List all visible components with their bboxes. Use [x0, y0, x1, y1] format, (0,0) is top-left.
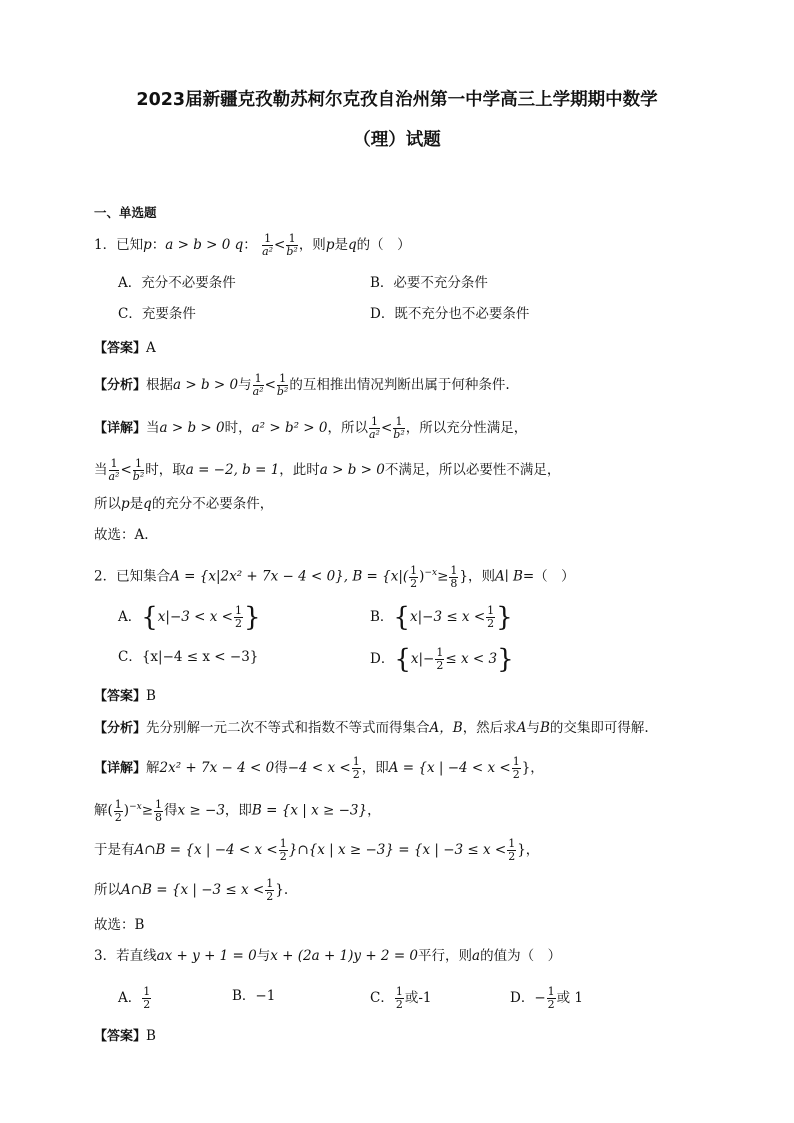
q2-detail3-b: A∩B = {x | −4 < x < [134, 842, 278, 858]
q2-option-a-lbrace: { [141, 602, 158, 633]
q1-stem [94, 233, 411, 258]
q2-stem-half-den: 2 [410, 576, 418, 590]
q2-detail1-half-1-num: 1 [352, 755, 360, 768]
q2-detail3-half-2-den: 2 [508, 850, 516, 863]
q1-lt: < [274, 237, 286, 253]
q1-option-b: B．必要不充分条件 [370, 275, 488, 291]
q1-answer [94, 338, 156, 359]
q3-answer [94, 1026, 156, 1047]
q3-option-c-tail: 或-1 [404, 990, 432, 1006]
q2-stem-half-num: 1 [410, 563, 418, 577]
q2-option-b-half [486, 605, 495, 630]
q2-detail-line-2 [94, 797, 381, 824]
q2-detail2-d: ≥ [141, 802, 153, 819]
q1-detail3-a: 所以 [94, 496, 121, 512]
q2-option-b-lbrace: { [393, 602, 410, 633]
q2-detail2-eighth-den: 8 [155, 810, 162, 824]
q1-detail2-e: a > b > 0 [319, 462, 385, 478]
q2-detail1-d: −4 < x < [287, 760, 351, 776]
q2-detail-line-4 [94, 878, 288, 903]
q2-detail1-g: }， [521, 760, 544, 776]
q1-frac1-den: a² [262, 245, 274, 258]
q3-option-a [118, 986, 152, 1011]
q2-detail-line-1 [94, 756, 544, 781]
q2-option-c: C．{x|−4 ≤ x < −3} [118, 649, 259, 665]
q2-stem-ge: ≥ [437, 568, 449, 585]
q2-stem-intersection: A∣ B [494, 568, 523, 585]
q1-analysis-frac1-num: 1 [254, 372, 262, 385]
q2-option-b-label: B． [370, 609, 394, 625]
q2-detail1-half-1-den: 2 [352, 768, 360, 781]
q3-option-d-half-num: 1 [547, 985, 555, 998]
q2-detail2-e: 得 [164, 802, 178, 819]
q2-detail-line-3 [94, 838, 539, 863]
q1-fraction-2 [286, 233, 297, 258]
q2-option-d-body-a: x|− [410, 651, 435, 667]
q1-answer-tag: 【答案】 [94, 341, 147, 356]
q1-colon: ： [151, 237, 166, 253]
q3-answer-value: B [146, 1028, 156, 1044]
q3-option-d-tail: 或 1 [556, 990, 584, 1006]
q1-detail2-frac2 [133, 458, 144, 483]
q2-detail2-half-num: 1 [114, 797, 122, 811]
q1-detail1-e: ，所以 [327, 420, 368, 436]
q2-option-b [370, 602, 513, 633]
q2-detail2-a: 解 [94, 802, 108, 819]
q1-detail1-b: a > b > 0 [159, 420, 225, 436]
q1-analysis-tag: 【分析】 [94, 378, 147, 393]
q3-line-1: ax + y + 1 = 0 [156, 948, 257, 964]
q1-detail2-d: ，此时 [279, 462, 320, 478]
q2-stem [94, 563, 575, 590]
q3-option-a-half-den: 2 [143, 998, 151, 1011]
q3-option-c-label: C． [370, 990, 394, 1006]
q2-detail1-c: 得 [274, 760, 288, 776]
document-title-line-2: （理）试题 [353, 130, 441, 150]
q3-stem [94, 946, 561, 966]
q2-analysis-then: ，然后求 [462, 720, 517, 736]
q2-option-a-half [234, 605, 243, 630]
q1-detail2-b: 时，取 [145, 462, 186, 478]
q2-stem-close: } [459, 568, 468, 585]
q2-detail1-e: ，即 [361, 760, 389, 776]
q2-option-b-half-den: 2 [487, 617, 495, 630]
q3-option-d-half [547, 986, 556, 1011]
q1-var-q: q [234, 237, 244, 253]
q2-analysis-b: B [539, 720, 550, 736]
q2-answer-tag: 【答案】 [94, 689, 147, 704]
q2-detail4-b: A∩B = {x | −3 ≤ x < [121, 882, 265, 898]
q1-analysis-frac2-den: b² [276, 385, 289, 398]
q1-colon-2: ： [243, 237, 257, 253]
q2-option-a-half-num: 1 [234, 604, 242, 617]
q2-option-d-half [435, 647, 444, 672]
q1-detail3-c: 是 [129, 496, 144, 512]
q2-stem-end: =（ ） [522, 568, 575, 585]
q1-detail1-frac1 [369, 416, 380, 441]
q1-analysis-text: 根据 [146, 377, 174, 393]
q1-frac2-den: b² [286, 245, 298, 258]
q2-analysis [94, 718, 649, 739]
q1-detail2-frac2-num: 1 [133, 458, 144, 471]
q2-detail2-h: B = {x | x ≥ −3} [251, 802, 368, 819]
q2-detail3-half-1-num: 1 [279, 837, 287, 850]
q3-option-c [370, 986, 432, 1011]
q1-var-p-2: p [325, 237, 335, 253]
q1-conclusion: 故选：A. [94, 527, 149, 543]
q2-stem-pow: ) [419, 568, 425, 585]
q3-option-a-half-num: 1 [143, 985, 151, 998]
q1-var-q-2: q [347, 237, 357, 253]
q1-detail1-lt: < [380, 420, 393, 436]
q2-detail2-exp: −x [129, 802, 142, 812]
q2-conclusion: 故选：B [94, 917, 145, 933]
q1-answer-value: A [146, 340, 156, 356]
q1-stem-is: 是 [334, 237, 348, 253]
q3-option-d [510, 986, 583, 1011]
q1-fraction-1 [262, 233, 273, 258]
q1-analysis-cond: a > b > 0 [173, 377, 239, 393]
q2-set-def: A = {x|2x² + 7x − 4 < 0}, B = {x|( [170, 568, 409, 585]
q2-detail2-f: x ≥ −3 [177, 802, 225, 819]
q3-line-2: x + (2a + 1)y + 2 = 0 [270, 948, 419, 964]
q1-detail1-frac2-den: b² [393, 428, 405, 441]
q3-option-c-half [395, 986, 404, 1011]
q3-option-b: B．−1 [232, 988, 276, 1004]
q2-detail4-c: }. [275, 882, 289, 898]
q3-var-a: a [472, 948, 481, 964]
q1-detail2-f: 不满足，所以必要性不满足， [384, 462, 561, 478]
q2-detail1-half-2-num: 1 [512, 755, 520, 768]
q2-detail3-half-1 [279, 838, 288, 863]
q2-stem-eighth [449, 565, 458, 590]
q2-option-a-body: x|−3 < x < [157, 609, 233, 625]
q2-option-d-lbrace: { [394, 644, 411, 675]
q1-analysis-frac2 [277, 373, 288, 398]
q1-frac2-num: 1 [286, 233, 297, 246]
q1-detail2-c: a = −2, b = 1 [185, 462, 280, 478]
q2-detail3-c: }∩{x | x ≥ −3} = {x | −3 ≤ x < [288, 842, 507, 858]
q3-option-d-label: D．− [510, 990, 546, 1006]
q2-option-d-label: D． [370, 651, 395, 667]
q2-option-d-rbrace: } [497, 644, 514, 675]
q1-detail2-frac1-num: 1 [110, 457, 118, 470]
q1-analysis-rest: 的互相推出情况判断出属于何种条件. [289, 377, 510, 393]
q2-option-d-half-num: 1 [436, 646, 444, 659]
q3-stem-and: 与 [256, 948, 271, 964]
q1-detail1-frac2-num: 1 [393, 416, 404, 429]
q2-detail3-d: }， [517, 842, 540, 858]
q2-detail1-f: A = {x | −4 < x < [388, 760, 511, 776]
q1-detail1-frac2 [393, 416, 404, 441]
section-heading: 一、单选题 [94, 205, 157, 220]
q1-detail2-frac1 [109, 458, 120, 483]
q1-detail1-frac1-den: a² [369, 428, 380, 441]
q1-detail3-e: 的充分不必要条件， [151, 496, 274, 512]
q2-detail1-half-2-den: 2 [512, 768, 520, 781]
q2-detail2-eighth [154, 799, 163, 824]
q1-var-p: p [143, 237, 152, 253]
q2-detail1-a: 解 [146, 760, 160, 776]
q2-stem-half [409, 565, 418, 590]
q2-stem-eighth-num: 1 [450, 563, 458, 577]
q1-detail2-frac2-den: b² [132, 470, 145, 483]
document-title-line-1: 2023届新疆克孜勒苏柯尔克孜自治州第一中学高三上学期期中数学 [136, 90, 658, 110]
q1-option-c: C．充要条件 [118, 306, 196, 322]
q2-analysis-tag: 【分析】 [94, 721, 147, 736]
q2-option-a-label: A． [118, 609, 142, 625]
q2-option-b-half-num: 1 [487, 604, 495, 617]
q2-answer-value: B [146, 688, 156, 704]
q1-detail-line-2 [94, 458, 560, 483]
q2-analysis-sets: A，B [429, 720, 463, 736]
q2-stem-exp: −x [424, 568, 438, 578]
q2-detail2-g: ，即 [224, 802, 252, 819]
q1-detail1-a: 当 [146, 420, 160, 436]
q2-detail3-half-1-den: 2 [279, 850, 287, 863]
q2-option-a-half-den: 2 [234, 617, 242, 630]
q1-analysis-frac1 [253, 373, 264, 398]
q2-answer [94, 686, 156, 707]
q2-detail2-b: ( [107, 802, 113, 819]
q2-option-d-body-b: ≤ x < 3 [445, 651, 498, 667]
q2-detail4-a: 所以 [94, 882, 121, 898]
q2-analysis-and: 与 [526, 720, 540, 736]
q1-detail2-a: 当 [94, 462, 108, 478]
q1-detail3-b: p [121, 496, 130, 512]
q1-option-a: A．充分不必要条件 [118, 275, 236, 291]
q1-cond-p: a > b > 0 [165, 237, 231, 253]
q1-detail3-d: q [143, 496, 152, 512]
q2-detail4-half-num: 1 [266, 877, 274, 890]
q1-detail1-c: 时， [224, 420, 252, 436]
q2-option-d-half-den: 2 [436, 659, 444, 672]
q3-option-d-half-den: 2 [547, 998, 555, 1011]
q2-detail2-half [114, 799, 123, 824]
q1-detail1-f: ，所以充分性满足， [405, 420, 528, 436]
q2-detail3-half-2 [507, 838, 516, 863]
q2-stem-eighth-den: 8 [450, 576, 458, 590]
q2-detail3-a: 于是有 [94, 842, 135, 858]
q2-detail1-half-2 [512, 756, 521, 781]
q1-option-d: D．既不充分也不必要条件 [370, 306, 530, 322]
q2-detail-tag: 【详解】 [94, 761, 147, 776]
q1-detail-line-3 [94, 494, 273, 514]
q1-analysis [94, 373, 510, 398]
q2-option-a-rbrace: } [243, 602, 261, 633]
q2-detail3-half-2-num: 1 [508, 837, 516, 850]
q2-detail2-c: ) [123, 802, 130, 819]
q1-stem-then: ，则 [298, 237, 326, 253]
q1-detail2-frac1-den: a² [108, 470, 120, 483]
q2-detail4-half-den: 2 [266, 890, 274, 903]
q1-detail2-lt: < [120, 462, 132, 478]
q2-option-b-rbrace: } [496, 602, 513, 633]
q2-analysis-rest: 的交集即可得解. [549, 720, 649, 736]
q2-detail2-half-den: 2 [114, 810, 122, 824]
q3-stem-end: 的值为（ ） [480, 948, 562, 964]
q1-detail-tag: 【详解】 [94, 421, 147, 436]
q3-answer-tag: 【答案】 [94, 1029, 147, 1044]
q1-detail-line-1 [94, 416, 527, 441]
q3-option-a-label: A． [118, 990, 142, 1006]
q1-frac1-num: 1 [264, 232, 272, 245]
q1-stem-end: 的（ ） [356, 237, 411, 253]
q2-detail4-half [265, 878, 274, 903]
q1-detail1-frac1-num: 1 [370, 415, 378, 428]
q1-detail1-d: a² > b² > 0 [251, 420, 328, 436]
q1-analysis-and: 与 [238, 377, 252, 393]
q3-option-c-half-den: 2 [395, 998, 403, 1011]
q2-option-a [118, 602, 261, 633]
q3-stem-a: 3．若直线 [94, 948, 157, 964]
q2-detail2-i: ， [367, 802, 381, 819]
q2-option-b-body: x|−3 ≤ x < [409, 609, 486, 625]
q1-stem-text: 1．已知 [94, 237, 144, 253]
q2-detail1-b: 2x² + 7x − 4 < 0 [159, 760, 275, 776]
q3-option-c-half-num: 1 [395, 985, 403, 998]
q1-analysis-lt: < [264, 377, 276, 393]
q2-option-d [370, 644, 514, 675]
q2-detail1-half-1 [352, 756, 361, 781]
q2-detail2-eighth-num: 1 [155, 797, 162, 811]
q2-analysis-a: A [516, 720, 527, 736]
q1-analysis-frac2-num: 1 [277, 373, 288, 386]
q2-stem-text: 2．已知集合 [94, 568, 171, 585]
q3-option-a-half [142, 986, 151, 1011]
q2-stem-then: ，则 [467, 568, 495, 585]
q2-analysis-text: 先分别解一元二次不等式和指数不等式而得集合 [146, 720, 430, 736]
q1-analysis-frac1-den: a² [252, 385, 264, 398]
q3-stem-parallel: 平行，则 [418, 948, 473, 964]
